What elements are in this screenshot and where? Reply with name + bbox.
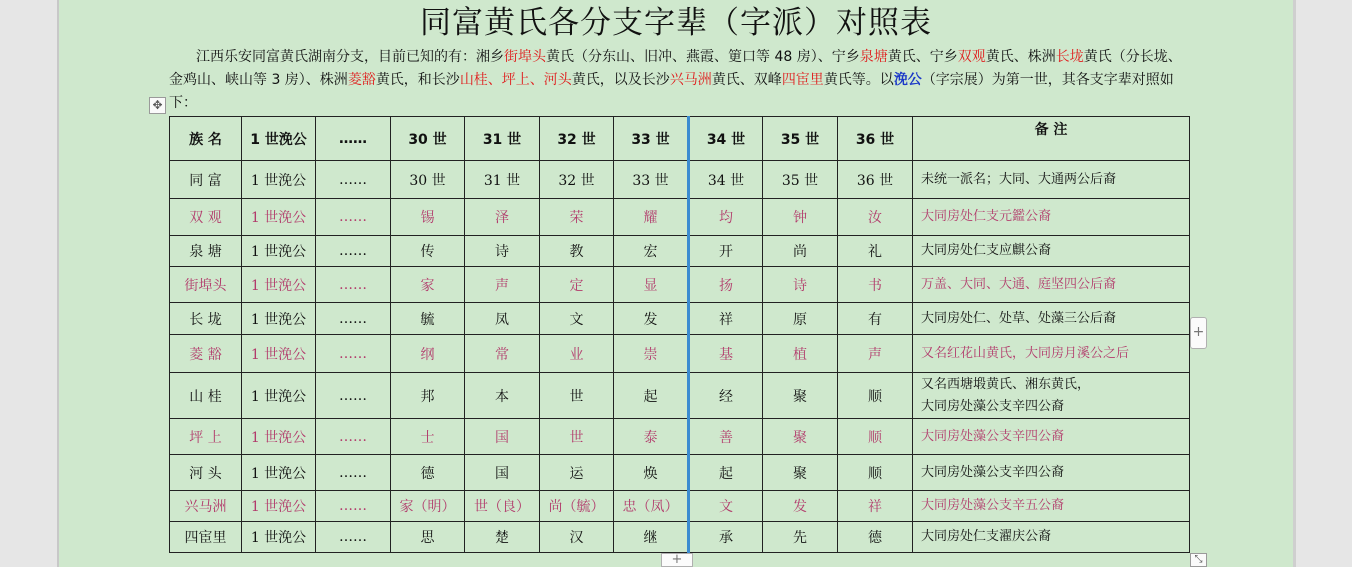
- table-cell: 忠（凤）: [614, 491, 689, 522]
- clan-name-cell: 四宦里: [170, 522, 242, 553]
- table-row: [170, 161, 1190, 199]
- intro-segment: 菱豁: [347, 72, 376, 88]
- table-row: [170, 199, 1190, 236]
- table-row: [170, 455, 1190, 491]
- table-cell: 运: [540, 455, 614, 491]
- intro-segment: 黄氏、株洲: [985, 49, 1056, 65]
- table-cell: 30 世: [391, 161, 465, 199]
- table-row: [170, 303, 1190, 335]
- table-cell: 聚: [763, 419, 838, 455]
- table-cell: 显: [614, 267, 689, 303]
- table-cell: 士: [391, 419, 465, 455]
- table-cell: 尚: [763, 236, 838, 267]
- table-cell: 汉: [540, 522, 614, 553]
- note-line: 又名西塘塅黄氏、湘东黄氏，: [921, 376, 1091, 392]
- table-cell: 植: [763, 335, 838, 373]
- note-line: 大同房处仁支元鑑公裔: [921, 209, 1052, 224]
- table-cell: 33 世: [614, 161, 689, 199]
- table-row: [170, 491, 1190, 522]
- table-cell: 先: [763, 522, 838, 553]
- intro-segment: 山桂、坪上、河头: [459, 72, 572, 88]
- table-cell: 聚: [763, 455, 838, 491]
- table-cell: 承: [689, 522, 763, 553]
- table-row: [170, 522, 1190, 553]
- clan-name-cell: 菱 豁: [170, 335, 242, 373]
- table-row: [170, 335, 1190, 373]
- table-row: [170, 267, 1190, 303]
- intro-segment: 街埠头: [504, 49, 546, 65]
- table-cell: 书: [838, 267, 913, 303]
- table-cell: 扬: [689, 267, 763, 303]
- table-cell: 声: [465, 267, 540, 303]
- note-cell: [913, 419, 1190, 455]
- table-cell: 聚: [763, 373, 838, 419]
- intro-segment: 兴马洲: [669, 72, 712, 88]
- table-resize-handle-icon[interactable]: ⤡: [1190, 553, 1207, 567]
- table-cell: 诗: [465, 236, 540, 267]
- table-cell: 祥: [689, 303, 763, 335]
- table-cell: 经: [689, 373, 763, 419]
- note-cell: [913, 236, 1190, 267]
- table-row: [170, 373, 1190, 419]
- table-cell: 文: [540, 303, 614, 335]
- table-move-handle-icon[interactable]: ✥: [149, 97, 166, 114]
- intro-segment: 黄氏（分东山、旧冲、燕霞、筻口等 48 房）、宁乡: [546, 49, 860, 65]
- note-cell: [913, 267, 1190, 303]
- table-cell: 定: [540, 267, 614, 303]
- table-cell: 国: [465, 455, 540, 491]
- clan-name-cell: 坪 上: [170, 419, 242, 455]
- table-cell: 34 世: [689, 161, 763, 199]
- table-cell: 家: [391, 267, 465, 303]
- table-cell: 尚（毓）: [540, 491, 614, 522]
- table-cell: 德: [838, 522, 913, 553]
- note-line: 大同房处藻公支辛四公裔: [921, 428, 1065, 444]
- note-line: 大同房处藻公支辛四公裔: [921, 398, 1065, 414]
- table-cell: ……: [316, 267, 391, 303]
- column-header: 31 世: [465, 117, 540, 161]
- table-cell: 凤: [465, 303, 540, 335]
- note-cell: [913, 161, 1190, 199]
- table-cell: 崇: [614, 335, 689, 373]
- column-header: 34 世: [689, 117, 763, 161]
- table-cell: 荣: [540, 199, 614, 236]
- add-row-button[interactable]: +: [661, 553, 693, 567]
- table-cell: 均: [689, 199, 763, 236]
- table-cell: ……: [316, 161, 391, 199]
- table-cell: 顺: [838, 455, 913, 491]
- table-cell: ……: [316, 491, 391, 522]
- intro-paragraph: [169, 46, 1189, 115]
- table-cell: 35 世: [763, 161, 838, 199]
- table-cell: 本: [465, 373, 540, 419]
- intro-segment: 黄氏（分长垅、金鸡山、峡山等 3 房）、株洲: [169, 49, 1182, 88]
- table-cell: 毓: [391, 303, 465, 335]
- table-cell: 1 世浼公: [242, 419, 316, 455]
- table-cell: ……: [316, 522, 391, 553]
- page-edge-right: [1293, 0, 1296, 567]
- column-header: 33 世: [614, 117, 689, 161]
- table-cell: 礼: [838, 236, 913, 267]
- intro-text: [169, 46, 1189, 115]
- table-cell: 36 世: [838, 161, 913, 199]
- note-line: 又名红花山黄氏，大同房月溪公之后: [921, 345, 1130, 361]
- table-cell: 1 世浼公: [242, 522, 316, 553]
- table-header-row: [170, 117, 1190, 161]
- note-cell: [913, 491, 1190, 522]
- note-cell: [913, 455, 1190, 491]
- note-line: 万盖、大同、大通、庭坚四公后裔: [921, 276, 1117, 292]
- clan-name-cell: 河 头: [170, 455, 242, 491]
- column-header: 36 世: [838, 117, 913, 161]
- table-cell: 世: [540, 373, 614, 419]
- table-cell: ……: [316, 419, 391, 455]
- table-cell: ……: [316, 236, 391, 267]
- table-row: [170, 236, 1190, 267]
- intro-segment: 双观: [957, 49, 986, 65]
- table-cell: ……: [316, 199, 391, 236]
- table-cell: 思: [391, 522, 465, 553]
- intro-segment: 黄氏、双峰: [711, 72, 782, 88]
- table-cell: 继: [614, 522, 689, 553]
- note-line: 大同房处藻公支辛四公裔: [921, 464, 1065, 480]
- table-cell: 1 世浼公: [242, 267, 316, 303]
- table-cell: 钟: [763, 199, 838, 236]
- table-cell: 1 世浼公: [242, 491, 316, 522]
- intro-segment: 江西乐安同富黄氏湖南分支，目前已知的有：湘乡: [196, 49, 504, 65]
- table-cell: ……: [316, 455, 391, 491]
- intro-segment: 四宦里: [781, 72, 824, 88]
- table-cell: 1 世浼公: [242, 161, 316, 199]
- column-header: 1 世浼公: [242, 117, 316, 161]
- table-cell: 祥: [838, 491, 913, 522]
- table-cell: 有: [838, 303, 913, 335]
- table-cell: 邦: [391, 373, 465, 419]
- table-cell: 开: [689, 236, 763, 267]
- intro-segment: 黄氏等。以: [823, 72, 894, 88]
- table-cell: 业: [540, 335, 614, 373]
- table-cell: 德: [391, 455, 465, 491]
- clan-name-cell: 双 观: [170, 199, 242, 236]
- table-cell: 国: [465, 419, 540, 455]
- table-cell: 顺: [838, 373, 913, 419]
- table-cell: 家（明）: [391, 491, 465, 522]
- intro-segment: 黄氏、宁乡: [887, 49, 958, 65]
- note-line: 大同房处仁支濯庆公裔: [921, 529, 1052, 544]
- table-cell: ……: [316, 303, 391, 335]
- intro-segment: 长垅: [1055, 49, 1084, 65]
- table-cell: ……: [316, 335, 391, 373]
- table-cell: 1 世浼公: [242, 236, 316, 267]
- table-cell: 传: [391, 236, 465, 267]
- table-cell: 1 世浼公: [242, 455, 316, 491]
- column-header: ……: [316, 117, 391, 161]
- clan-name-cell: 街埠头: [170, 267, 242, 303]
- clan-name-cell: 同 富: [170, 161, 242, 199]
- table-cell: 世（良）: [465, 491, 540, 522]
- note-line: 大同房处仁、处草、处藻三公后裔: [921, 310, 1117, 326]
- column-header: 32 世: [540, 117, 614, 161]
- table-cell: 起: [614, 373, 689, 419]
- table-cell: 起: [689, 455, 763, 491]
- add-column-button[interactable]: +: [1190, 317, 1207, 349]
- clan-name-cell: 兴马洲: [170, 491, 242, 522]
- table-cell: 宏: [614, 236, 689, 267]
- table-cell: 楚: [465, 522, 540, 553]
- table-cell: 32 世: [540, 161, 614, 199]
- intro-segment: 黄氏，以及长沙: [571, 72, 670, 88]
- table-cell: 常: [465, 335, 540, 373]
- note-cell: [913, 522, 1190, 553]
- note-cell: [913, 199, 1190, 236]
- table-cell: 文: [689, 491, 763, 522]
- intro-segment: 泉塘: [859, 49, 888, 65]
- table-cell: 发: [763, 491, 838, 522]
- note-cell: [913, 373, 1190, 419]
- table-cell: 焕: [614, 455, 689, 491]
- table-cell: 耀: [614, 199, 689, 236]
- table-cell: 声: [838, 335, 913, 373]
- clan-name-cell: 山 桂: [170, 373, 242, 419]
- note-cell: [913, 335, 1190, 373]
- table-cell: 1 世浼公: [242, 373, 316, 419]
- table-cell: 基: [689, 335, 763, 373]
- table-cell: 汝: [838, 199, 913, 236]
- clan-name-cell: 泉 塘: [170, 236, 242, 267]
- table-cell: 善: [689, 419, 763, 455]
- table-cell: 泽: [465, 199, 540, 236]
- note-cell: [913, 303, 1190, 335]
- table-cell: 教: [540, 236, 614, 267]
- note-line: 未统一派名；大同、大通两公后裔: [921, 171, 1117, 187]
- table-cell: 诗: [763, 267, 838, 303]
- table-cell: ……: [316, 373, 391, 419]
- table-cell: 1 世浼公: [242, 303, 316, 335]
- column-header: 35 世: [763, 117, 838, 161]
- intro-segment: （字宗展）为第一世，其各支字辈对照如下：: [169, 72, 1174, 111]
- document-title: 同富黄氏各分支字辈（字派）对照表: [420, 5, 932, 41]
- table-cell: 锡: [391, 199, 465, 236]
- column-header: 备 注: [913, 117, 1190, 161]
- clan-name-cell: 长 垅: [170, 303, 242, 335]
- table-cell: 世: [540, 419, 614, 455]
- note-line: 大同房处仁支应麒公裔: [921, 243, 1052, 258]
- table-cell: 纲: [391, 335, 465, 373]
- table-cell: 泰: [614, 419, 689, 455]
- note-line: 大同房处藻公支辛五公裔: [921, 498, 1065, 513]
- generation-table: [169, 116, 1190, 553]
- table-row: [170, 419, 1190, 455]
- intro-segment: 黄氏，和长沙: [375, 72, 460, 88]
- column-header: 30 世: [391, 117, 465, 161]
- table-cell: 原: [763, 303, 838, 335]
- table-cell: 顺: [838, 419, 913, 455]
- table-cell: 发: [614, 303, 689, 335]
- table-cell: 1 世浼公: [242, 199, 316, 236]
- table-cell: 31 世: [465, 161, 540, 199]
- column-header: 族 名: [170, 117, 242, 161]
- intro-segment: 浼公: [893, 72, 922, 88]
- table-cell: 1 世浼公: [242, 335, 316, 373]
